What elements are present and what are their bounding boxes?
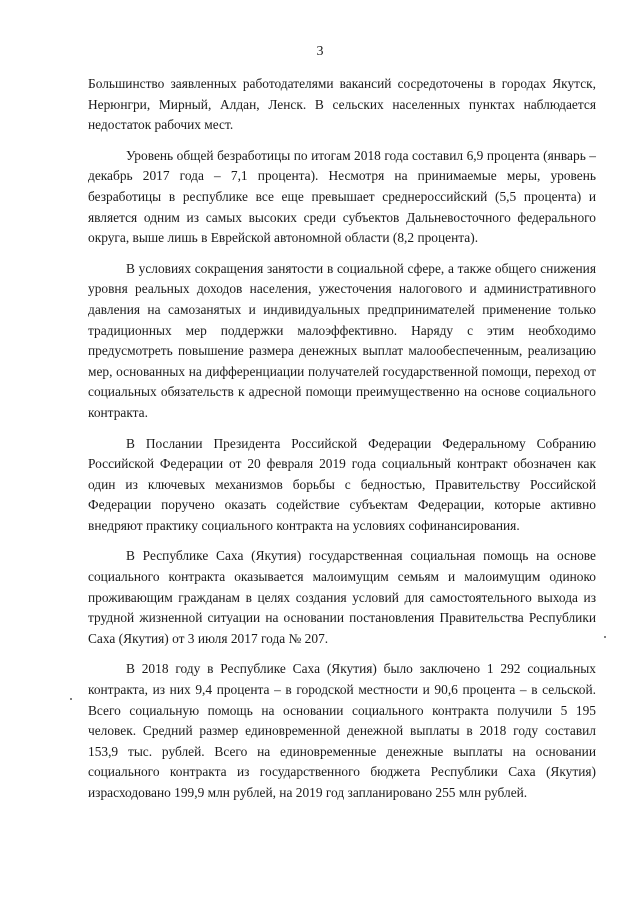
paragraph-support-measures: В условиях сокращения занятости в социальной сфере, а также общего снижения уровня реальных доходов населения, ужесточения налогового и административного давления на самозанятых и индивидуальных предпринимателей применение только традиционных мер поддержки малоэффективно. Наряду с этим необходимо предусмотреть повышение размера денежных выплат малообеспеченным, реализацию мер, основанных на дифференциации получателей государственной помощи, переход от социальных обязательств к адресной помощи преимущественно на основе социального контракта. <box>88 260 596 420</box>
scan-speck <box>70 698 72 700</box>
scan-speck <box>604 636 606 638</box>
paragraph-2018-contracts: В 2018 году в Республике Саха (Якутия) было заключено 1 292 социальных контракта, из них 9,4 процента – в городской местности и 90,6 процента – в сельской. Всего социальную помощь на основании социального контракта получили 5 195 человек. Средний размер единовременной денежной выплаты в 2018 году составил 153,9 тыс. рублей. Всего на единовременные денежные выплаты на основании социального контракта из государственного бюджета Республики Саха (Якутия) израсходовано 199,9 млн рублей, на 2019 год запланировано 255 млн рублей. <box>88 661 596 800</box>
paragraph-unemployment: Уровень общей безработицы по итогам 2018 года составил 6,9 процента (январь – декабрь 2017 года – 7,1 процента). Несмотря на принимаемые меры, уровень безработицы в республике все еще превышает среднероссийский (5,5 процента) и является одним из самых высоких среди субъектов Дальневосточного федерального округа, выше лишь в Еврейской автономной области (8,2 процента). <box>88 147 596 246</box>
document-body <box>88 74 596 814</box>
page-number: 3 <box>316 44 324 59</box>
paragraph-social-assistance: В Республике Саха (Якутия) государственная социальная помощь на основе социального контракта оказывается малоимущим семьям и малоимущим одиноко проживающим гражданам в целях создания условий для самостоятельного выхода из трудной жизненной ситуации на основании постановления Правительства Республики Саха (Якутия) от 3 июля 2017 года № 207. <box>88 548 596 646</box>
paragraph-presidential-address: В Послании Президента Российской Федерации Федеральному Собранию Российской Федерации от 20 февраля 2019 года социальный контракт обозначен как один из ключевых механизмов борьбы с бедностью, Правительству Российской Федерации поручено оказать содействие субъектам Федерации, которые активно внедряют практику социального контракта на условиях софинансирования. <box>88 435 596 533</box>
paragraph-vacancies: Большинство заявленных работодателями вакансий сосредоточены в городах Якутск, Нерюнгри, Мирный, Алдан, Ленск. В сельских населенных пунктах наблюдается недостаток рабочих мест. <box>88 76 596 133</box>
